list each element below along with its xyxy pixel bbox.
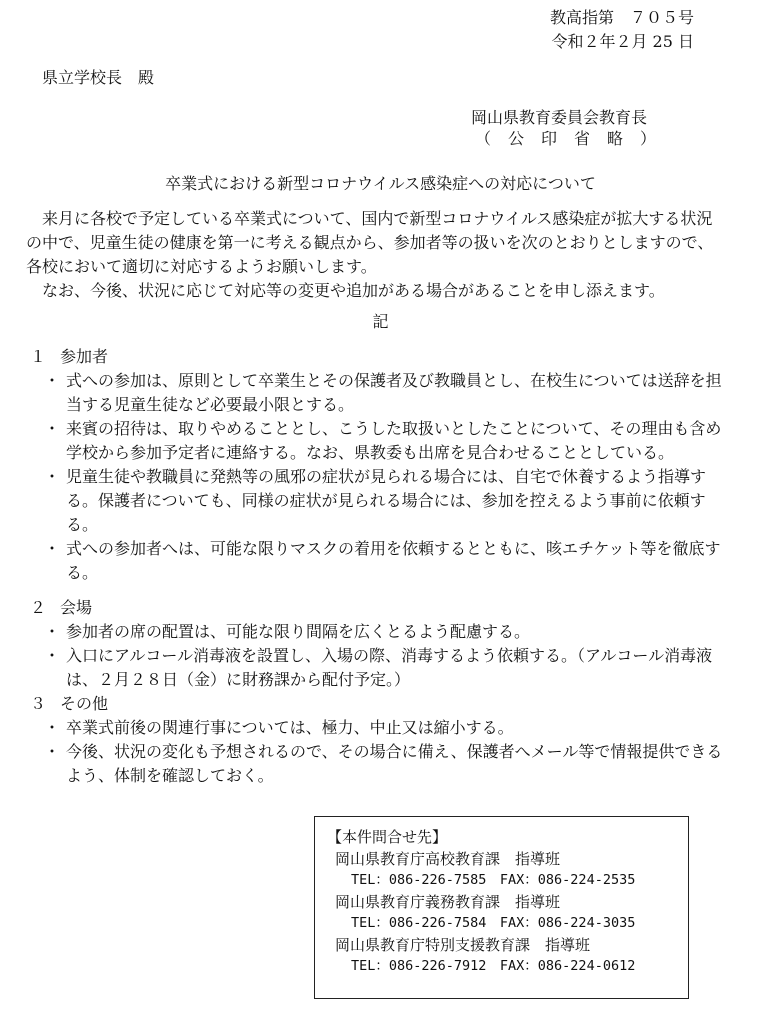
section-heading <box>26 692 726 716</box>
addressee: 県立学校長 殿 <box>42 68 155 87</box>
document-number: 教高指第 ７０５号 <box>549 8 694 27</box>
contact-heading: 【本件問合せ先】 <box>327 828 448 846</box>
document-date: 令和２年２月 25 日 <box>551 32 694 51</box>
list-item <box>26 369 726 417</box>
section-number: １ <box>30 347 47 366</box>
section-number: ２ <box>30 598 47 617</box>
list-item-text: 今後、状況の変化も予想されるので、その場合に備え、保護者へメール等で情報提供できるよう、体制を確認しておく。 <box>66 742 723 785</box>
contact-phones: TEL：086-226-7585 FAX：086-224-2535 <box>351 872 636 888</box>
list-item-text: 式への参加は、原則として卒業生とその保護者及び教職員とし、在校生については送辞を担当する児童生徒など必要最小限とする。 <box>66 371 722 414</box>
list-item <box>26 716 726 740</box>
list-item <box>26 417 726 465</box>
section-heading <box>26 596 726 620</box>
list-item-text: 来賓の招待は、取りやめることとし、こうした取扱いとしたことについて、その理由も含め学校から参加予定者に連絡する。なお、県教委も出席を見合わせることとしている。 <box>66 419 722 462</box>
contact-box <box>314 816 689 999</box>
bullet-mark: ・ <box>44 539 61 558</box>
list-item <box>26 644 726 692</box>
bullet-mark: ・ <box>44 622 61 641</box>
section-label: 参加者 <box>60 347 109 366</box>
section-label: その他 <box>60 694 109 713</box>
bullet-list <box>26 369 726 585</box>
bullet-mark: ・ <box>44 646 61 665</box>
list-item <box>26 465 726 537</box>
ki-mark: 記 <box>372 312 389 331</box>
bullet-mark: ・ <box>44 467 61 486</box>
bullet-mark: ・ <box>44 419 61 438</box>
document-title: 卒業式における新型コロナウイルス感染症への対応について <box>165 174 596 193</box>
section-venue <box>26 596 726 692</box>
section-other <box>26 692 726 788</box>
list-item-text: 入口にアルコール消毒液を設置し、入場の際、消毒するよう依頼する。（アルコール消毒液は、２月２８日（金）に財務課から配付予定。） <box>66 646 713 689</box>
contact-dept: 岡山県教育庁特別支援教育課 指導班 <box>335 935 591 954</box>
list-item <box>26 740 726 788</box>
section-number: ３ <box>30 694 47 713</box>
list-item-text: 卒業式前後の関連行事については、極力、中止又は縮小する。 <box>66 718 514 737</box>
contact-phones: TEL：086-226-7584 FAX：086-224-3035 <box>351 915 636 931</box>
intro-paragraph: 来月に各校で予定している卒業式について、国内で新型コロナウイルス感染症が拡大する状況の中で、児童生徒の健康を第一に考える観点から、参加者等の扱いを次のとおりとしますので、各校において適切に対応するようお願いします。 <box>26 209 714 276</box>
section-participants <box>26 345 726 585</box>
intro-paragraph: なお、今後、状況に応じて対応等の変更や追加がある場合があることを申し添えます。 <box>42 281 665 300</box>
bullet-mark: ・ <box>44 718 61 737</box>
contact-dept: 岡山県教育庁義務教育課 指導班 <box>335 892 561 911</box>
bullet-list <box>26 716 726 788</box>
list-item-text: 参加者の席の配置は、可能な限り間隔を広くとるよう配慮する。 <box>66 622 531 641</box>
section-heading <box>26 345 726 369</box>
list-item <box>26 537 726 585</box>
bullet-mark: ・ <box>44 742 61 761</box>
list-item-text: 児童生徒や教職員に発熱等の風邪の症状が見られる場合には、自宅で休養するよう指導する。保護者についても、同様の症状が見られる場合には、参加を控えるよう事前に依頼する。 <box>66 467 707 534</box>
contact-phones: TEL：086-226-7912 FAX：086-224-0612 <box>351 958 636 974</box>
list-item-text: 式への参加者へは、可能な限りマスクの着用を依頼するとともに、咳エチケット等を徹底する。 <box>66 539 721 582</box>
section-label: 会場 <box>60 598 93 617</box>
bullet-mark: ・ <box>44 371 61 390</box>
seal-omitted-note: （ 公 印 省 略 ） <box>475 129 657 148</box>
contact-dept: 岡山県教育庁高校教育課 指導班 <box>335 849 561 868</box>
intro-paragraphs <box>26 207 726 303</box>
list-item <box>26 620 726 644</box>
sender: 岡山県教育委員会教育長 <box>471 108 648 127</box>
bullet-list <box>26 620 726 692</box>
